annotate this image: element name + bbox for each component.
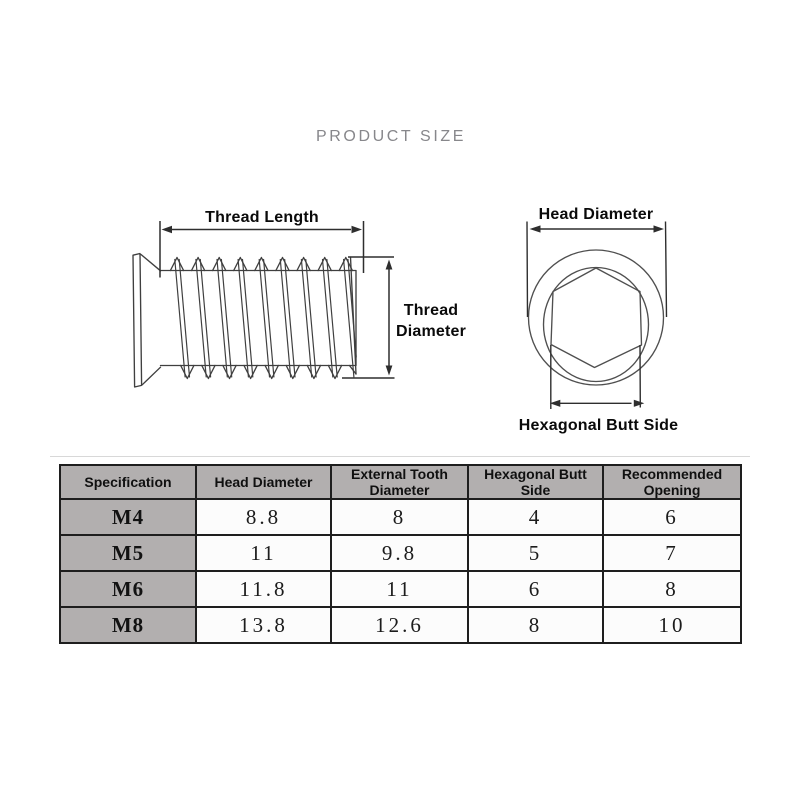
value-cell: 5 xyxy=(468,535,603,571)
head-outer-circle xyxy=(529,250,664,385)
hex-socket-shape xyxy=(551,268,642,368)
column-header-head-diameter: Head Diameter xyxy=(196,465,331,499)
value-cell: 6 xyxy=(468,571,603,607)
column-header-external-tooth-diameter: External Tooth Diameter xyxy=(331,465,468,499)
value-cell: 4 xyxy=(468,499,603,535)
hexagonal-butt-side-label: Hexagonal Butt Side xyxy=(518,417,679,434)
thread-flank-lines xyxy=(175,260,356,378)
separator-line xyxy=(50,456,750,457)
column-header-hexagonal-butt-side: Hexagonal Butt Side xyxy=(468,465,603,499)
value-cell: 9.8 xyxy=(331,535,468,571)
value-cell: 13.8 xyxy=(196,607,331,643)
value-cell: 12.6 xyxy=(331,607,468,643)
spec-cell: M6 xyxy=(60,571,196,607)
value-cell: 8 xyxy=(331,499,468,535)
screw-head-shape xyxy=(133,254,142,388)
thread-diameter-label: Thread Diameter xyxy=(395,302,467,340)
thread-crests-top xyxy=(170,258,352,271)
head-diameter-label: Head Diameter xyxy=(538,206,654,223)
table-row-m5 xyxy=(60,535,741,571)
value-cell: 8 xyxy=(603,571,741,607)
value-cell: 11.8 xyxy=(196,571,331,607)
spec-table xyxy=(59,464,742,644)
thread-length-label: Thread Length xyxy=(205,209,319,226)
thread-side-view xyxy=(133,254,356,388)
column-header-specification: Specification xyxy=(60,465,196,499)
table-header-row xyxy=(60,465,741,499)
table-row-m6 xyxy=(60,571,741,607)
value-cell: 10 xyxy=(603,607,741,643)
page-title: PRODUCT SIZE xyxy=(315,128,467,145)
table-row-m4 xyxy=(60,499,741,535)
value-cell: 11 xyxy=(196,535,331,571)
value-cell: 7 xyxy=(603,535,741,571)
head-top-view xyxy=(529,250,664,385)
spec-cell: M8 xyxy=(60,607,196,643)
value-cell: 6 xyxy=(603,499,741,535)
value-cell: 8.8 xyxy=(196,499,331,535)
table-row-m8 xyxy=(60,607,741,643)
value-cell: 11 xyxy=(331,571,468,607)
thread-length-dimension-arrow xyxy=(160,221,364,278)
spec-cell: M4 xyxy=(60,499,196,535)
column-header-recommended-opening: Recommended Opening xyxy=(603,465,741,499)
value-cell: 8 xyxy=(468,607,603,643)
spec-cell: M5 xyxy=(60,535,196,571)
head-inner-circle xyxy=(544,268,649,382)
